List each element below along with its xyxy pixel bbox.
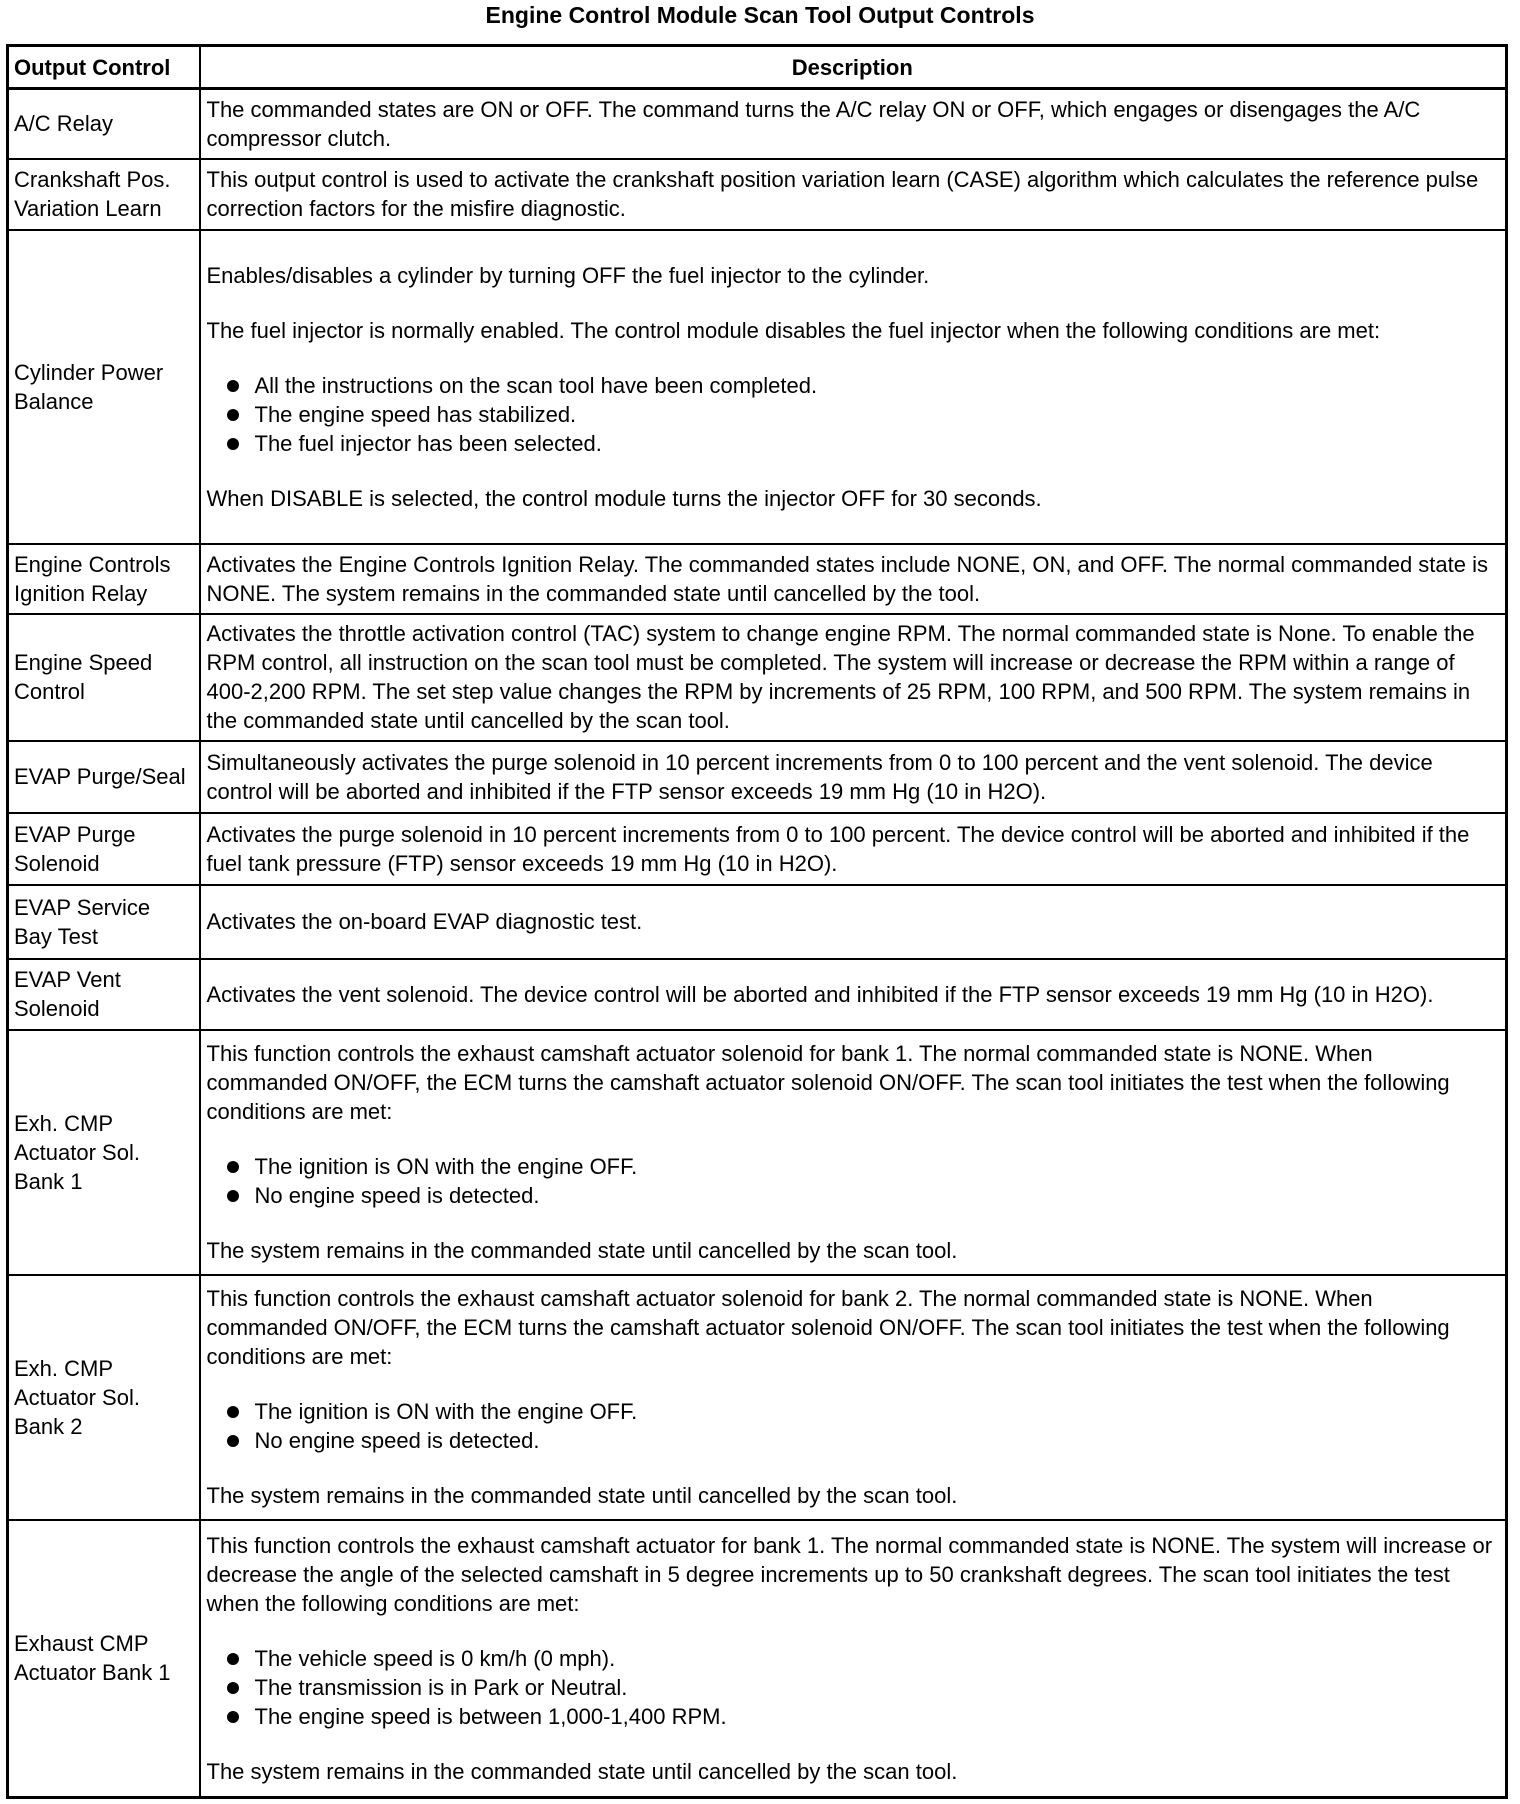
condition-list (207, 371, 1500, 458)
description-paragraph: Enables/disables a cylinder by turning OFF the fuel injector to the cylinder. (206, 262, 930, 288)
paragraph-gap (207, 290, 1500, 316)
output-control-name: A/C Relay (8, 89, 200, 159)
output-control-description (200, 741, 1507, 813)
bullet-item: The engine speed is between 1,000-1,400 RPM. (225, 1702, 1500, 1731)
table-body (8, 89, 1507, 1798)
table-header-row (8, 46, 1507, 89)
output-control-name: EVAP Purge Solenoid (8, 813, 200, 885)
description-paragraph: This output control is used to activate the crankshaft position variation learn (CASE) algorithm which calculates the reference pulse correction factors for the misfire diagnostic. (206, 167, 1479, 221)
description-paragraph: This function controls the exhaust camshaft actuator solenoid for bank 1. The normal commanded state is NONE. When commanded ON/OFF, the ECM turns the camshaft actuator solenoid ON/OFF. The scan tool initiates the test when the following conditions are met: (206, 1041, 1450, 1124)
bullet-item: No engine speed is detected. (225, 1181, 1500, 1210)
description-paragraph: Activates the Engine Controls Ignition Relay. The commanded states include NONE, ON, and OFF. The normal commanded state is NONE. The system remains in the commanded state until cancelled by the tool. (206, 551, 1488, 606)
description-paragraph: Activates the on-board EVAP diagnostic test. (206, 909, 643, 934)
paragraph-gap (207, 1731, 1500, 1757)
table-row (8, 544, 1507, 614)
table-row (8, 614, 1507, 741)
output-control-name: Engine Controls Ignition Relay (8, 544, 200, 614)
output-control-description (200, 89, 1507, 159)
column-header-output-control: Output Control (8, 46, 200, 89)
description-paragraph: The system remains in the commanded state until cancelled by the scan tool. (206, 1238, 958, 1263)
output-control-description (200, 159, 1507, 230)
paragraph-gap (207, 1126, 1500, 1152)
paragraph-gap (207, 458, 1500, 484)
output-control-description (200, 813, 1507, 885)
bullet-item: The ignition is ON with the engine OFF. (225, 1397, 1500, 1426)
output-control-description (200, 959, 1507, 1030)
table-row (8, 159, 1507, 230)
table-row (8, 813, 1507, 885)
bullet-item: The ignition is ON with the engine OFF. (225, 1152, 1500, 1181)
column-header-description: Description (200, 46, 1507, 89)
table-row (8, 885, 1507, 959)
table-row (8, 1030, 1507, 1275)
output-control-name: Exhaust CMP Actuator Bank 1 (8, 1520, 200, 1798)
output-control-name: Crankshaft Pos. Variation Learn (8, 159, 200, 230)
description-paragraph: Activates the purge solenoid in 10 percent increments from 0 to 100 percent. The device control will be aborted and inhibited if the fuel tank pressure (FTP) sensor exceeds 19 mm Hg (10 in H2O). (206, 821, 1470, 876)
output-control-description (200, 544, 1507, 614)
description-paragraph: The system remains in the commanded state until cancelled by the scan tool. (206, 1758, 958, 1784)
bullet-item: The fuel injector has been selected. (225, 429, 1500, 458)
condition-list (207, 1152, 1500, 1210)
description-paragraph: Simultaneously activates the purge solenoid in 10 percent increments from 0 to 100 percent and the vent solenoid. The device control will be aborted and inhibited if the FTP sensor exceeds 19 mm Hg (10 in H2O). (206, 749, 1433, 804)
output-control-description (200, 230, 1507, 544)
output-control-description (200, 885, 1507, 959)
document-title: Engine Control Module Scan Tool Output Controls (485, 2, 1035, 28)
paragraph-gap (207, 1455, 1500, 1481)
paragraph-gap (207, 1210, 1500, 1236)
table-row (8, 1275, 1507, 1520)
description-paragraph: Activates the throttle activation control (TAC) system to change engine RPM. The normal commanded state is None. To enable the RPM control, all instruction on the scan tool must be completed. The system will increase or decrease the RPM within a range of 400-2,200 RPM. The set step value changes the RPM by increments of 25 RPM, 100 RPM, and 500 RPM. The system remains in the commanded state until cancelled by the scan tool. (206, 621, 1475, 733)
output-control-name: EVAP Service Bay Test (8, 885, 200, 959)
bullet-item: The engine speed has stabilized. (225, 400, 1500, 429)
condition-list (207, 1397, 1500, 1455)
output-control-name: Exh. CMP Actuator Sol. Bank 2 (8, 1275, 200, 1520)
bullet-item: All the instructions on the scan tool have been completed. (225, 371, 1500, 400)
bullet-item: No engine speed is detected. (225, 1426, 1500, 1455)
paragraph-gap (207, 1618, 1500, 1644)
description-paragraph: Activates the vent solenoid. The device control will be aborted and inhibited if the FTP sensor exceeds 19 mm Hg (10 in H2O). (206, 981, 1434, 1007)
table-row (8, 89, 1507, 159)
paragraph-gap (207, 345, 1500, 371)
description-paragraph: The commanded states are ON or OFF. The command turns the A/C relay ON or OFF, which engages or disengages the A/C compressor clutch. (206, 96, 1421, 151)
output-control-name: EVAP Vent Solenoid (8, 959, 200, 1030)
output-control-description (200, 1520, 1507, 1798)
output-control-name: Cylinder Power Balance (8, 230, 200, 544)
description-paragraph: This function controls the exhaust camshaft actuator for bank 1. The normal commanded state is NONE. The system will increase or decrease the angle of the selected camshaft in 5 degree increments up to 50 crankshaft degrees. The scan tool initiates the test when the following conditions are met: (206, 1532, 1493, 1616)
table-row (8, 1520, 1507, 1798)
output-control-name: EVAP Purge/Seal (8, 741, 200, 813)
bullet-item: The vehicle speed is 0 km/h (0 mph). (225, 1644, 1500, 1673)
output-controls-table (6, 44, 1508, 1799)
description-paragraph: The fuel injector is normally enabled. The control module disables the fuel injector when the following conditions are met: (206, 317, 1381, 343)
description-paragraph: The system remains in the commanded state until cancelled by the scan tool. (206, 1483, 958, 1508)
condition-list (207, 1644, 1500, 1731)
output-control-name: Engine Speed Control (8, 614, 200, 741)
table-row (8, 230, 1507, 544)
bullet-item: The transmission is in Park or Neutral. (225, 1673, 1500, 1702)
output-control-description (200, 1030, 1507, 1275)
output-control-name: Exh. CMP Actuator Sol. Bank 1 (8, 1030, 200, 1275)
output-control-description (200, 1275, 1507, 1520)
paragraph-gap (207, 1371, 1500, 1397)
description-paragraph: When DISABLE is selected, the control module turns the injector OFF for 30 seconds. (206, 485, 1042, 511)
table-row (8, 741, 1507, 813)
table-row (8, 959, 1507, 1030)
output-control-description (200, 614, 1507, 741)
description-paragraph: This function controls the exhaust camshaft actuator solenoid for bank 2. The normal commanded state is NONE. When commanded ON/OFF, the ECM turns the camshaft actuator solenoid ON/OFF. The scan tool initiates the test when the following conditions are met: (206, 1286, 1450, 1369)
